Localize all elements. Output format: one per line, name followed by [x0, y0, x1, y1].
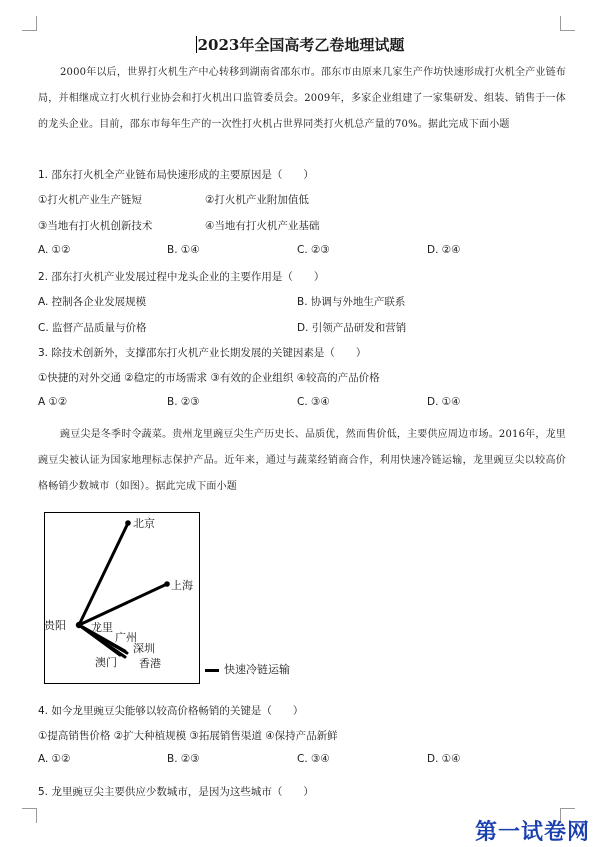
city-label-macau: 澳门 [95, 656, 117, 669]
question-1-item: ③当地有打火机创新技术 [38, 220, 153, 232]
question-1-choice-d: D. ②④ [427, 244, 461, 256]
question-4-stem: 4. 如今龙里豌豆尖能够以较高价格畅销的关键是（ ） [38, 705, 304, 717]
text-cursor [196, 36, 197, 53]
watermark: 第一试卷网 [474, 820, 590, 845]
question-3-choice-a: A ①② [38, 396, 68, 408]
city-dot-shanghai [164, 581, 170, 587]
city-label-guiyang: 贵阳 [44, 619, 66, 632]
question-1-item: ④当地有打火机产业基础 [205, 220, 320, 232]
route-beijing [79, 523, 128, 625]
question-1-stem: 1. 邵东打火机全产业链布局快速形成的主要原因是（ ） [38, 169, 314, 181]
question-2-choice-c: C. 监督产品质量与价格 [38, 322, 147, 334]
question-1-item: ②打火机产业附加值低 [205, 194, 309, 206]
question-3-choice-b: B. ②③ [167, 396, 200, 408]
map-figure [44, 512, 200, 684]
legend-label: 快速冷链运输 [224, 663, 290, 676]
question-4-choice-a: A. ①② [38, 753, 71, 765]
question-3-choice-d: D. ①④ [427, 396, 461, 408]
question-1-choice-a: A. ①② [38, 244, 71, 256]
question-1-choice-c: C. ②③ [297, 244, 330, 256]
city-label-longli: 龙里 [91, 621, 113, 634]
question-4-choice-b: B. ②③ [167, 753, 200, 765]
question-2-choice-a: A. 控制各企业发展规模 [38, 296, 147, 308]
city-label-shanghai: 上海 [171, 579, 193, 592]
question-3-items: ①快捷的对外交通 ②稳定的市场需求 ③有效的企业组织 ④较高的产品价格 [38, 372, 380, 384]
page-corner-mark [22, 16, 37, 31]
question-3-stem: 3. 除技术创新外，支撑邵东打火机产业长期发展的关键因素是（ ） [38, 347, 367, 359]
map-routes [45, 513, 199, 683]
city-label-guangzhou: 广州 [115, 631, 137, 644]
passage-1: 2000年以后，世界打火机生产中心转移到湖南省邵东市。邵东市由原来几家生产作坊快速形成打火机全产业链布局，并相继成立打火机行业协会和打火机出口监管委员会。2009年，多家企业组建了一家集研发、组装、销售于一体的龙头企业。目前，邵东市每年生产的一次性打火机占世界同类打火机总产量的70%。据此完成下面小题 [38, 67, 566, 130]
question-4-items: ①提高销售价格 ②扩大种植规模 ③拓展销售渠道 ④保持产品新鲜 [38, 730, 338, 742]
city-dot-guiyang [76, 622, 82, 628]
document-title-text: 2023年全国高考乙卷地理试题 [197, 36, 405, 54]
question-3-choice-c: C. ③④ [297, 396, 330, 408]
question-1-choice-b: B. ①④ [167, 244, 200, 256]
city-label-shenzhen: 深圳 [133, 642, 155, 655]
document-title [0, 34, 600, 55]
city-dot-beijing [125, 520, 131, 526]
city-label-beijing: 北京 [133, 517, 155, 530]
question-4-choice-c: C. ③④ [297, 753, 330, 765]
page-corner-mark [22, 808, 37, 823]
city-label-hongkong: 香港 [139, 657, 161, 670]
question-4-choice-d: D. ①④ [427, 753, 461, 765]
question-2-choice-b: B. 协调与外地生产联系 [297, 296, 406, 308]
legend-swatch [205, 669, 219, 672]
question-2-choice-d: D. 引领产品研发和营销 [297, 322, 407, 334]
question-2-stem: 2. 邵东打火机产业发展过程中龙头企业的主要作用是（ ） [38, 271, 325, 283]
question-5-stem: 5. 龙里豌豆尖主要供应少数城市，是因为这些城市（ ） [38, 786, 314, 798]
question-1-item: ①打火机产业生产链短 [38, 194, 142, 206]
passage-2: 豌豆尖是冬季时令蔬菜。贵州龙里豌豆尖生产历史长、品质优，然而售价低，主要供应周边市场。2016年，龙里豌豆尖被认证为国家地理标志保护产品。近年来，通过与蔬菜经销商合作，利用快速冷链运输，龙里豌豆尖以较高价格畅销少数城市（如图）。据此完成下面小题 [38, 429, 566, 492]
page-corner-mark [560, 16, 575, 31]
